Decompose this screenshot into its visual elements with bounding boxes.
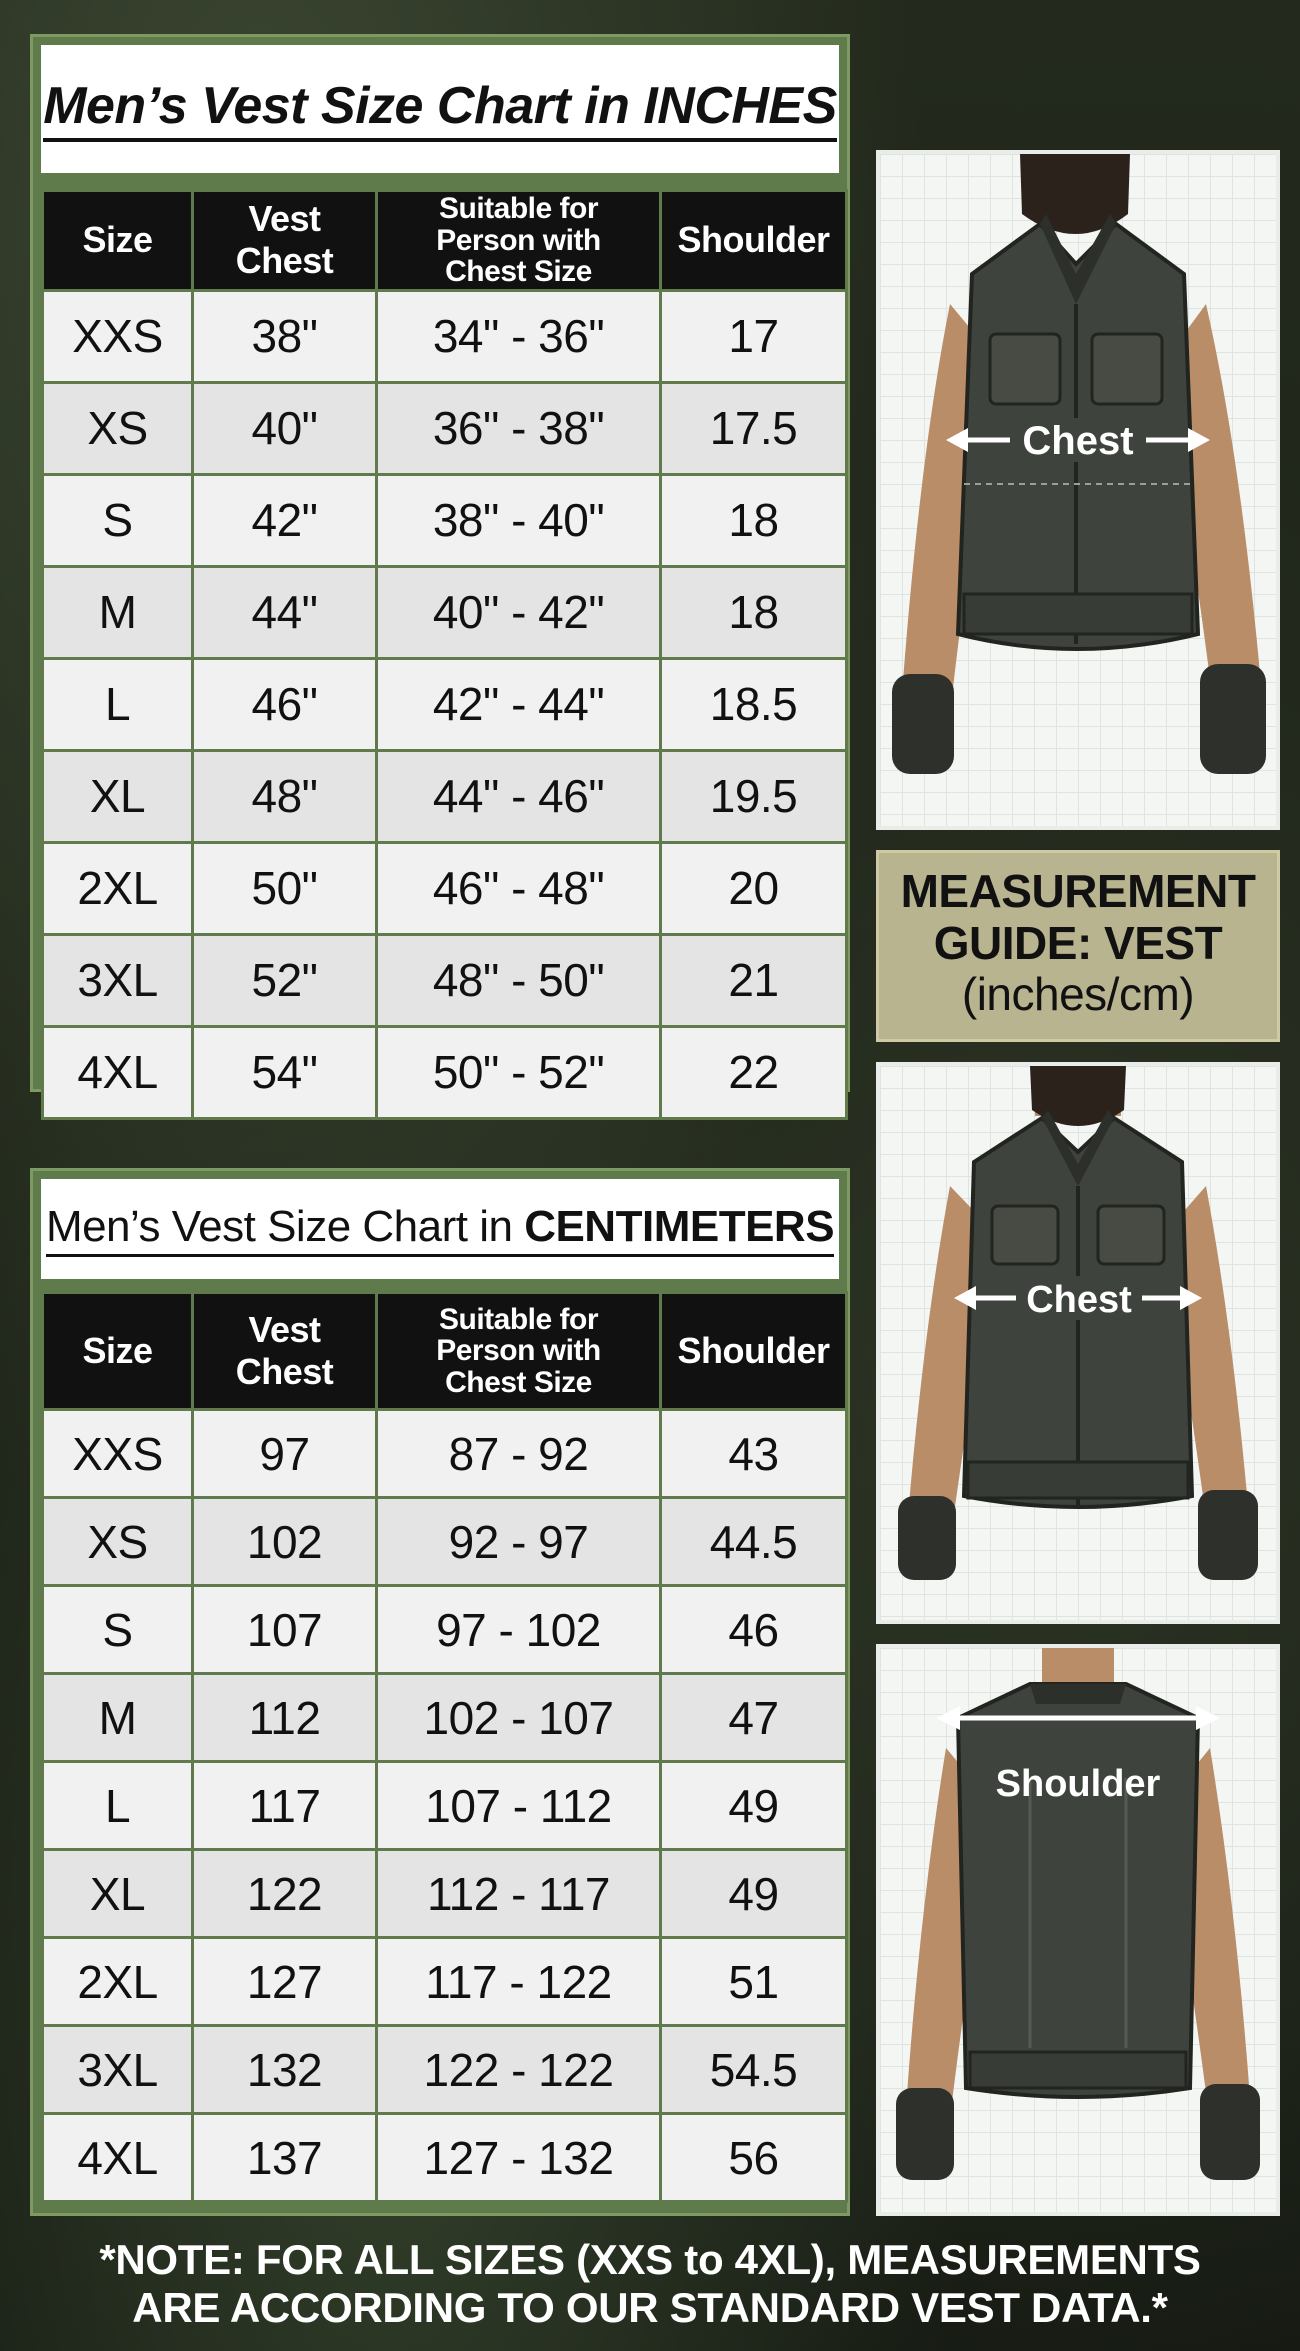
table-row (43, 1586, 847, 1674)
size-cell: 2XL (43, 842, 193, 934)
vest-chest-cell: 102 (193, 1498, 377, 1586)
vest-chest-cell: 46" (193, 658, 377, 750)
header-vest-chest: Vest Chest (193, 191, 377, 291)
cm-size-table (41, 1291, 848, 2203)
table-row (43, 750, 847, 842)
size-cell: 3XL (43, 934, 193, 1026)
vest-front-drawing (880, 154, 1276, 826)
table-row (43, 1938, 847, 2026)
person-chest-cell: 97 - 102 (377, 1586, 661, 1674)
shoulder-cell: 22 (661, 1026, 847, 1118)
table-row (43, 474, 847, 566)
person-chest-cell: 38" - 40" (377, 474, 661, 566)
right-glove-icon (1198, 1490, 1258, 1580)
shoulder-cell: 47 (661, 1674, 847, 1762)
vest-chest-cell: 127 (193, 1938, 377, 2026)
shoulder-cell: 56 (661, 2114, 847, 2202)
vest-back-collar (1030, 1684, 1126, 1704)
person-chest-cell: 107 - 112 (377, 1762, 661, 1850)
header-person-chest-text: Suitable for Person with Chest Size (436, 1302, 601, 1399)
table-row (43, 290, 847, 382)
note-line-1: *NOTE: FOR ALL SIZES (XXS to 4XL), MEASUREMENTS (99, 2236, 1201, 2283)
shoulder-cell: 18 (661, 474, 847, 566)
size-cell: XS (43, 382, 193, 474)
cm-title-prefix: Men’s Vest Size Chart in (45, 1201, 525, 1251)
table-row (43, 1674, 847, 1762)
shoulder-cell: 51 (661, 1938, 847, 2026)
vest-front-chest-illustration-2 (876, 1062, 1280, 1624)
size-cell: L (43, 1762, 193, 1850)
vest-waistband (970, 2052, 1186, 2088)
person-chest-cell: 48" - 50" (377, 934, 661, 1026)
vest-back-shoulder-illustration (876, 1644, 1280, 2216)
header-size: Size (43, 1293, 193, 1410)
size-cell: XXS (43, 290, 193, 382)
header-vest-chest: Vest Chest (193, 1293, 377, 1410)
shoulder-cell: 18 (661, 566, 847, 658)
person-chest-cell: 40" - 42" (377, 566, 661, 658)
vest-chest-cell: 38" (193, 290, 377, 382)
vest-chest-cell: 117 (193, 1762, 377, 1850)
cm-chart-title-box (41, 1179, 839, 1279)
guide-line-3: (inches/cm) (961, 968, 1195, 1020)
footer-note (0, 2236, 1300, 2332)
vest-chest-cell: 97 (193, 1410, 377, 1498)
header-shoulder: Shoulder (661, 191, 847, 291)
vest-chest-cell: 52" (193, 934, 377, 1026)
person-chest-cell: 50" - 52" (377, 1026, 661, 1118)
shoulder-cell: 17.5 (661, 382, 847, 474)
shoulder-cell: 19.5 (661, 750, 847, 842)
table-row (43, 1498, 847, 1586)
size-cell: M (43, 566, 193, 658)
header-size: Size (43, 191, 193, 291)
person-chest-cell: 117 - 122 (377, 1938, 661, 2026)
size-cell: L (43, 658, 193, 750)
table-header-row (43, 191, 847, 291)
table-row (43, 842, 847, 934)
person-chest-cell: 46" - 48" (377, 842, 661, 934)
shoulder-cell: 54.5 (661, 2026, 847, 2114)
right-glove-icon (1200, 2084, 1260, 2180)
vest-chest-cell: 137 (193, 2114, 377, 2202)
size-cell: S (43, 474, 193, 566)
size-cell: XL (43, 1850, 193, 1938)
table-row (43, 1850, 847, 1938)
chest-label: Chest (1022, 419, 1134, 463)
person-chest-cell: 127 - 132 (377, 2114, 661, 2202)
shoulder-cell: 17 (661, 290, 847, 382)
shoulder-cell: 18.5 (661, 658, 847, 750)
vest-chest-cell: 112 (193, 1674, 377, 1762)
person-chest-cell: 112 - 117 (377, 1850, 661, 1938)
left-pocket (990, 334, 1060, 404)
header-person-chest (377, 191, 661, 291)
left-glove-icon (898, 1496, 956, 1580)
right-pocket (1092, 334, 1162, 404)
person-chest-cell: 87 - 92 (377, 1410, 661, 1498)
note-line-2: ARE ACCORDING TO OUR STANDARD VEST DATA.* (132, 2284, 1168, 2331)
person-chest-cell: 42" - 44" (377, 658, 661, 750)
shoulder-cell: 43 (661, 1410, 847, 1498)
vest-front-drawing-2 (880, 1066, 1276, 1620)
header-shoulder: Shoulder (661, 1293, 847, 1410)
left-glove-icon (896, 2088, 954, 2180)
vest-chest-cell: 48" (193, 750, 377, 842)
size-cell: 4XL (43, 1026, 193, 1118)
shoulder-label: Shoulder (995, 1763, 1161, 1805)
person-chest-cell: 44" - 46" (377, 750, 661, 842)
shoulder-cell: 20 (661, 842, 847, 934)
table-row (43, 1762, 847, 1850)
size-cell: 2XL (43, 1938, 193, 2026)
person-chest-cell: 34" - 36" (377, 290, 661, 382)
vest-chest-cell: 132 (193, 2026, 377, 2114)
person-chest-cell: 102 - 107 (377, 1674, 661, 1762)
table-row (43, 566, 847, 658)
person-chest-cell: 36" - 38" (377, 382, 661, 474)
inches-chart-title-box (41, 45, 839, 173)
vest-back-body (958, 1684, 1198, 2097)
person-chest-cell: 92 - 97 (377, 1498, 661, 1586)
vest-waistband (968, 1462, 1188, 1498)
vest-back-drawing (880, 1648, 1276, 2212)
guide-line-1: MEASUREMENT (900, 865, 1256, 917)
header-person-chest (377, 1293, 661, 1410)
size-cell: M (43, 1674, 193, 1762)
cm-chart-title (46, 1202, 834, 1257)
shoulder-cell: 21 (661, 934, 847, 1026)
table-row (43, 658, 847, 750)
vest-chest-cell: 54" (193, 1026, 377, 1118)
cm-table-body (43, 1410, 847, 2202)
right-glove-icon (1200, 664, 1266, 774)
table-row (43, 2114, 847, 2202)
vest-waistband (964, 594, 1192, 634)
inches-size-table (41, 189, 848, 1120)
header-person-chest-text: Suitable for Person with Chest Size (436, 192, 601, 288)
table-row (43, 1026, 847, 1118)
table-row (43, 382, 847, 474)
table-row (43, 1410, 847, 1498)
chest-label: Chest (1026, 1279, 1132, 1321)
vest-chest-cell: 44" (193, 566, 377, 658)
measurement-guide-box (876, 850, 1280, 1042)
vest-chest-cell: 50" (193, 842, 377, 934)
shoulder-cell: 44.5 (661, 1498, 847, 1586)
shoulder-cell: 49 (661, 1762, 847, 1850)
guide-line-2: GUIDE: VEST (933, 917, 1223, 969)
inches-chart-title: Men’s Vest Size Chart in INCHES (43, 76, 837, 142)
vest-chest-cell: 122 (193, 1850, 377, 1938)
vest-chest-cell: 107 (193, 1586, 377, 1674)
vest-chest-cell: 40" (193, 382, 377, 474)
vest-chest-cell: 42" (193, 474, 377, 566)
person-chest-cell: 122 - 122 (377, 2026, 661, 2114)
vest-front-chest-illustration (876, 150, 1280, 830)
right-pocket (1098, 1206, 1164, 1264)
size-cell: XS (43, 1498, 193, 1586)
shoulder-cell: 46 (661, 1586, 847, 1674)
cm-title-bold: CENTIMETERS (524, 1201, 835, 1251)
inches-size-chart (30, 34, 850, 1098)
size-cell: S (43, 1586, 193, 1674)
inches-table-body (43, 290, 847, 1118)
size-cell: XXS (43, 1410, 193, 1498)
size-cell: XL (43, 750, 193, 842)
cm-size-chart (30, 1168, 850, 2216)
left-glove-icon (892, 674, 954, 774)
left-pocket (992, 1206, 1058, 1264)
shoulder-cell: 49 (661, 1850, 847, 1938)
table-header-row (43, 1293, 847, 1410)
table-row (43, 2026, 847, 2114)
size-cell: 4XL (43, 2114, 193, 2202)
size-cell: 3XL (43, 2026, 193, 2114)
table-row (43, 934, 847, 1026)
